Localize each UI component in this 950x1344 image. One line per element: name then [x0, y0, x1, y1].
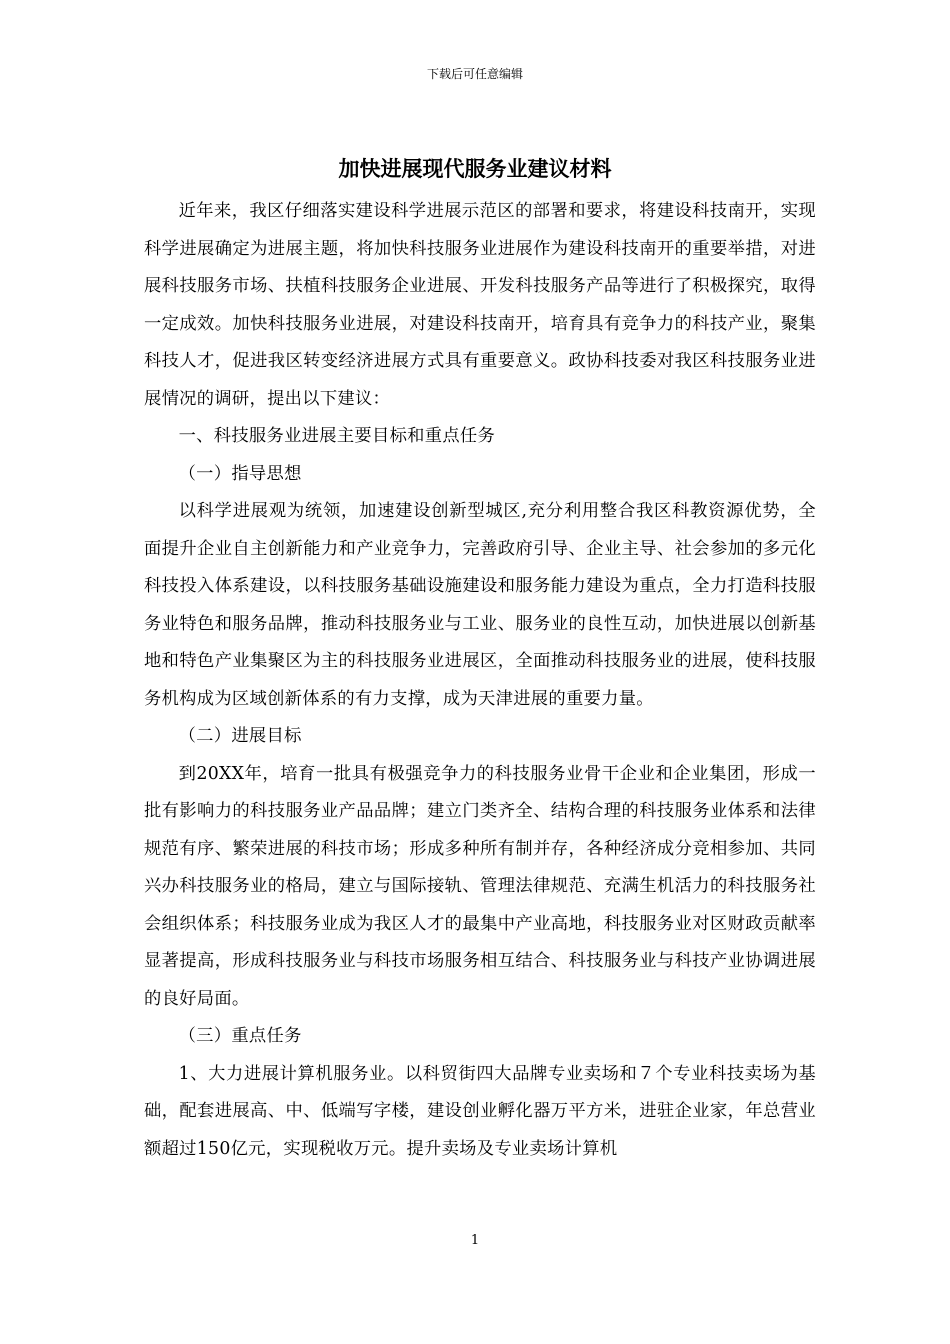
subsection-heading-guiding: （一）指导思想 [178, 463, 302, 484]
paragraph-guiding: 以科学进展观为统领，加速建设创新型城区,充分利用整合我区科教资源优势，全面提升企业自主创新能力和产业竞争力，完善政府引导、企业主导、社会参加的多元化科技投入体系建设，以科技服务基础设施建设和服务能力建设为重点，全力打造科技服务业特色和服务品牌，推动科技服务业与工业、服务业的良性互动，加快进展以创新基地和特色产业集聚区为主的科技服务业进展区，全面推动科技服务业的进展，使科技服务机构成为区域创新体系的有力支撑，成为天津进展的重要力量。 [144, 501, 816, 709]
paragraph-intro: 近年来，我区仔细落实建设科学进展示范区的部署和要求，将建设科技南开，实现科学进展确定为进展主题，将加快科技服务业进展作为建设科技南开的重要举措，对进展科技服务市场、扶植科技服务企业进展、开发科技服务产品等进行了积极探究，取得一定成效。加快科技服务业进展，对建设科技南开，培育具有竞争力的科技产业，聚集科技人才，促进我区转变经济进展方式具有重要意义。政协科技委对我区科技服务业进展情况的调研，提出以下建议： [144, 201, 816, 409]
subsection-heading-tasks: （三）重点任务 [178, 1026, 302, 1046]
page-number: 1 [470, 1233, 480, 1248]
subsection-heading-goals: （二）进展目标 [178, 726, 302, 746]
document-title: 加快进展现代服务业建议材料 [338, 157, 612, 181]
page-header: 下载后可任意编辑 [426, 67, 523, 81]
paragraph-tasks-1: 1、大力进展计算机服务业。以科贸街四大品牌专业卖场和７个专业科技卖场为基础，配套进展高、中、低端写字楼，建设创业孵化器万平方米，进驻企业家，年总营业额超过150亿元，实现税收万元。提升卖场及专业卖场计算机 [144, 1063, 816, 1159]
paragraph-goals: 到20XX年，培育一批具有极强竞争力的科技服务业骨干企业和企业集团，形成一批有影响力的科技服务业产品品牌；建立门类齐全、结构合理的科技服务业体系和法律规范有序、繁荣进展的科技市场；形成多种所有制并存，各种经济成分竞相参加、共同兴办科技服务业的格局，建立与国际接轨、管理法律规范、充满生机活力的科技服务社会组织体系；科技服务业成为我区人才的最集中产业高地，科技服务业对区财政贡献率显著提高，形成科技服务业与科技市场服务相互结合、科技服务业与科技产业协调进展的良好局面。 [144, 763, 816, 1009]
document-body [144, 193, 816, 1168]
section-heading-1: 一、科技服务业进展主要目标和重点任务 [178, 426, 496, 446]
